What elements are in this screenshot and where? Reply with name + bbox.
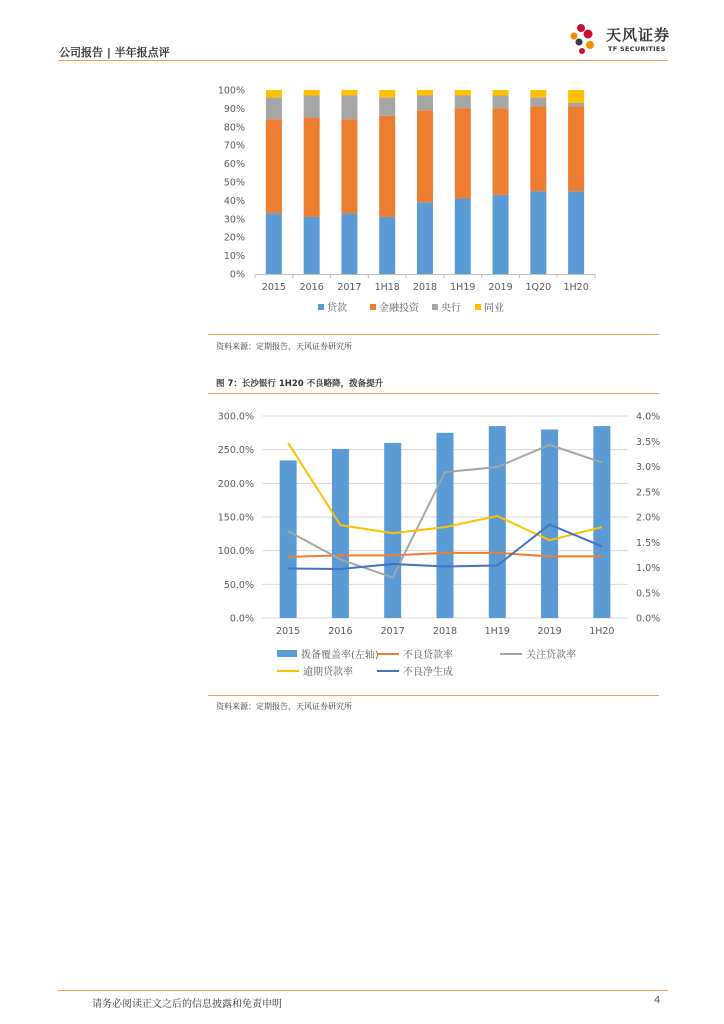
legend-swatch — [318, 304, 324, 310]
disclaimer-text: 请务必阅读正文之后的信息披露和免责申明 — [92, 999, 282, 1010]
tf-securities-logo — [568, 20, 678, 60]
page-number: 4 — [654, 995, 661, 1006]
bar-segment — [379, 217, 395, 274]
right-tick-label: 1.5% — [636, 537, 661, 549]
legend-swatch — [432, 304, 438, 310]
bar-segment — [455, 96, 471, 109]
bar-segment — [304, 90, 320, 96]
bar-segment — [530, 107, 546, 192]
logo-chinese-name: 天风证券 — [606, 26, 671, 44]
x-tick-label: 2019 — [488, 282, 513, 293]
left-tick-label: 300.0% — [217, 411, 254, 423]
bar-segment — [417, 96, 433, 111]
right-tick-label: 0.5% — [636, 588, 661, 600]
bar-segment — [379, 97, 395, 115]
x-tick-label: 2015 — [276, 626, 301, 637]
bar-segment — [304, 118, 320, 217]
bar-segment — [341, 119, 357, 213]
bar-segment — [455, 90, 471, 96]
header-divider — [58, 60, 668, 61]
bar-segment — [455, 108, 471, 198]
asset-structure-stacked-bar-chart — [210, 80, 630, 330]
bar-segment — [341, 96, 357, 120]
chart2-divider — [208, 695, 659, 696]
chart2-source: 资料来源：定期报告，天风证券研究所 — [216, 702, 352, 711]
chart2-title: 图 7：长沙银行 1H20 不良略降，拨备提升 — [216, 379, 384, 389]
x-tick-label: 1Q20 — [525, 282, 552, 293]
y-tick-label: 10% — [223, 251, 245, 263]
footer-divider — [58, 990, 668, 991]
y-tick-label: 0% — [229, 269, 245, 281]
legend-label: 不良净生成 — [403, 667, 453, 678]
legend-swatch — [370, 304, 376, 310]
chart2-title-divider — [208, 393, 659, 394]
bar-segment — [379, 116, 395, 217]
x-tick-label: 2016 — [299, 282, 324, 293]
left-tick-label: 50.0% — [223, 579, 254, 591]
bar-segment — [530, 90, 546, 97]
bar-segment — [530, 191, 546, 274]
x-tick-label: 2017 — [380, 626, 405, 637]
coverage-bar — [280, 460, 297, 618]
y-tick-label: 40% — [223, 195, 245, 207]
bar-segment — [379, 90, 395, 97]
y-tick-label: 30% — [223, 214, 245, 226]
chart1-divider — [208, 334, 659, 335]
x-tick-label: 1H18 — [374, 282, 400, 293]
bar-segment — [493, 90, 509, 96]
x-tick-label: 1H19 — [484, 626, 510, 637]
bar-segment — [341, 90, 357, 96]
left-tick-label: 250.0% — [217, 445, 254, 457]
legend-swatch — [277, 650, 297, 657]
legend-label: 贷款 — [327, 303, 347, 314]
x-tick-label: 1H20 — [563, 282, 589, 293]
bar-segment — [417, 110, 433, 202]
legend-label: 央行 — [441, 303, 461, 314]
bar-segment — [493, 195, 509, 274]
bar-segment — [304, 96, 320, 118]
y-tick-label: 60% — [223, 159, 245, 171]
bar-segment — [568, 107, 584, 192]
chart1-source: 资料来源：定期报告，天风证券研究所 — [216, 342, 352, 351]
report-type-header: 公司报告 | 半年报点评 — [59, 46, 170, 59]
coverage-bar — [332, 449, 349, 618]
asset-quality-combo-chart — [210, 400, 665, 685]
x-tick-label: 2019 — [537, 626, 562, 637]
coverage-bar — [384, 443, 401, 618]
bar-segment — [568, 90, 584, 103]
legend-swatch — [475, 304, 481, 310]
legend-label: 金融投资 — [379, 303, 419, 314]
left-tick-label: 0.0% — [229, 613, 254, 625]
bar-segment — [493, 108, 509, 194]
coverage-bar — [489, 426, 506, 618]
left-tick-label: 100.0% — [217, 546, 254, 558]
y-tick-label: 90% — [223, 103, 245, 115]
left-tick-label: 200.0% — [217, 478, 254, 490]
flower-logo-icon — [568, 20, 608, 60]
right-tick-label: 3.0% — [636, 462, 661, 473]
right-tick-label: 3.5% — [636, 436, 661, 448]
y-tick-label: 20% — [223, 232, 245, 244]
x-tick-label: 1H20 — [589, 626, 615, 637]
bar-segment — [266, 90, 282, 97]
bar-segment — [266, 213, 282, 274]
right-tick-label: 2.5% — [636, 487, 661, 499]
bar-segment — [417, 90, 433, 96]
legend-label: 逾期贷款率 — [303, 667, 353, 678]
bar-segment — [568, 103, 584, 107]
y-tick-label: 80% — [223, 122, 245, 134]
legend-label: 关注贷款率 — [526, 650, 576, 661]
bar-segment — [493, 96, 509, 109]
x-tick-label: 2018 — [432, 626, 458, 637]
logo-english-name: TF SECURITIES — [608, 45, 666, 53]
x-tick-label: 2015 — [261, 282, 286, 293]
x-tick-label: 2018 — [412, 282, 438, 293]
coverage-bar — [593, 426, 610, 618]
right-tick-label: 2.0% — [636, 512, 661, 524]
x-tick-label: 1H19 — [450, 282, 476, 293]
y-tick-label: 50% — [223, 177, 245, 189]
x-tick-label: 2017 — [337, 282, 362, 293]
y-tick-label: 100% — [217, 85, 245, 97]
right-tick-label: 0.0% — [636, 613, 661, 625]
bar-segment — [304, 217, 320, 274]
x-tick-label: 2016 — [328, 626, 353, 637]
bar-segment — [417, 202, 433, 274]
legend-label: 拨备覆盖率(左轴) — [301, 650, 379, 661]
left-tick-label: 150.0% — [217, 512, 254, 524]
bar-segment — [568, 191, 584, 274]
right-tick-label: 1.0% — [636, 563, 661, 574]
bar-segment — [266, 97, 282, 119]
legend-label: 不良贷款率 — [403, 650, 453, 661]
bar-segment — [455, 199, 471, 274]
y-tick-label: 70% — [223, 140, 245, 152]
legend-label: 同业 — [484, 303, 504, 314]
bar-segment — [530, 97, 546, 106]
bar-segment — [341, 213, 357, 274]
bar-segment — [266, 119, 282, 213]
right-tick-label: 4.0% — [636, 411, 661, 423]
